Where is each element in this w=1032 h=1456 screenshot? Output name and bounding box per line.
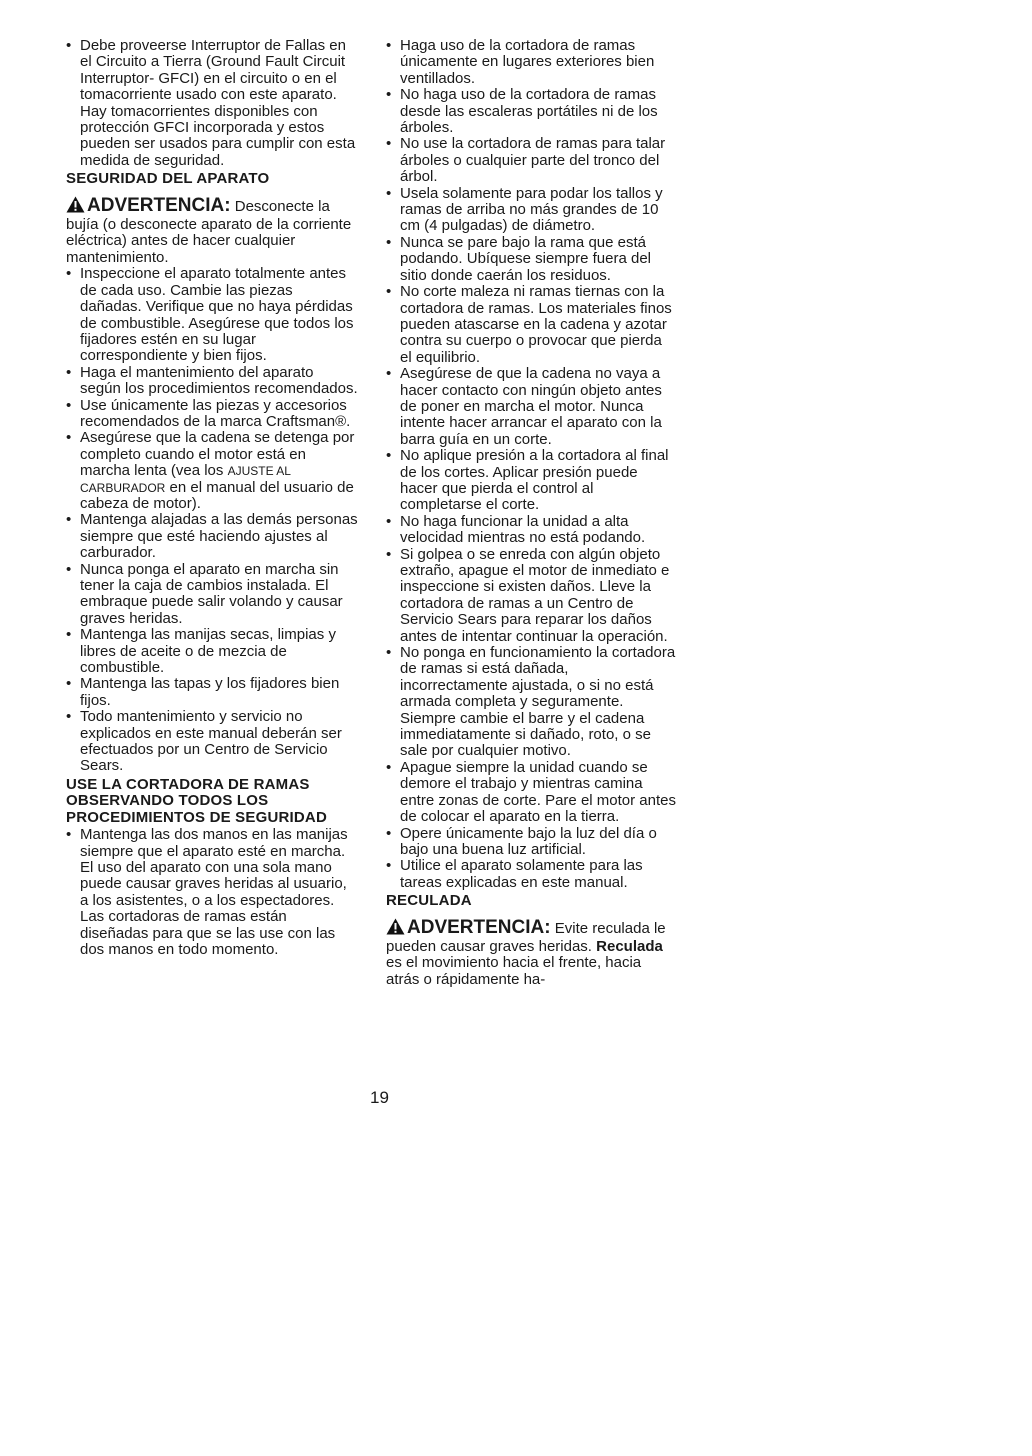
list-item: • Mantenga las manijas secas, limpias y libres de aceite o de mezcia de combustible. [66, 627, 358, 676]
reculada-term: Reculada [596, 937, 663, 955]
section-heading-cortadora: USE LA CORTADORA DE RAMAS OBSERVANDO TODOS LOS PROCEDIMIENTOS DE SEGURIDAD [66, 775, 327, 826]
warning-block [66, 196, 358, 267]
carburetor-reference: AJUSTE AL CARBURADOR [80, 464, 291, 495]
list-item: • No haga uso de la cortadora de ramas desde las escaleras portátiles ni de los árboles. [386, 87, 676, 136]
list-item: • Nunca se pare bajo la rama que está podando. Ubíquese siempre fuera del sitio donde caerán los residuos. [386, 235, 676, 284]
procedures-list [66, 827, 358, 958]
warning-label: ADVERTENCIA: [407, 916, 551, 938]
list-item: • Mantenga las dos manos en las manijas siempre que el aparato esté en marcha. El uso del aparato con una sola mano puede causar graves heridas al usuario, a los asistentes, o a los espectadores. Las cortadoras de ramas están diseñadas para que se las use con las dos manos en todo momento. [66, 827, 358, 958]
warning-text: es el movimiento hacia el frente, hacia atrás o rápidamente ha- [386, 954, 642, 988]
warning-triangle-icon [66, 196, 85, 217]
intro-list [66, 38, 358, 169]
list-item: • Usela solamente para podar los tallos y ramas de arriba no más grandes de 10 cm (4 pulgadas) de diámetro. [386, 186, 676, 235]
list-item: • Use únicamente las piezas y accesorios recomendados de la marca Craftsman®. [66, 398, 358, 431]
warning-text: Desconecte la bujía (o desconecte aparato de la corriente eléctrica) antes de hacer cualquier mantenimiento. [66, 197, 352, 266]
warning-label: ADVERTENCIA: [87, 194, 231, 216]
list-item: • Utilice el aparato solamente para las tareas explicadas en este manual. [386, 858, 676, 891]
list-item: • Haga el mantenimiento del aparato según los procedimientos recomendados. [66, 365, 358, 398]
list-item: • No aplique presión a la cortadora al final de los cortes. Aplicar presión puede hacer que pierda el control al completarse el corte. [386, 448, 676, 514]
usage-list [386, 38, 676, 891]
list-item: • Debe proveerse Interruptor de Fallas en el Circuito a Tierra (Ground Fault Circuit Interruptor- GFCI) en el circuito o en el tomacorriente usado con este aparato. Hay tomacorrientes disponibles con protección GFCI incorporada y estos pueden ser usados para cumplir con esta medida de seguridad. [66, 38, 358, 169]
warning-text: Evite reculada le pueden causar graves heridas. [386, 919, 666, 955]
list-item: • Si golpea o se enreda con algún objeto extraño, apague el motor de inmediato e inspeccione si existen daños. Lleve la cortadora de ramas a un Centro de Servicio Sears para reparar los daños antes de intentar continuar la operación. [386, 547, 676, 645]
warning-block [386, 918, 676, 989]
list-item: • No ponga en funcionamiento la cortadora de ramas si está dañada, incorrectamente ajustada, o si no está armada completa y seguramente. Siempre cambie el barre y el cadena immediatamente si dañado, roto, o se sale por cualquier motivo. [386, 645, 676, 760]
maintenance-list [66, 266, 358, 775]
list-item: • Inspeccione el aparato totalmente antes de cada uso. Cambie las piezas dañadas. Verifique que no haya pérdidas de combustible. Asegúrese que todos los fijadores estén en su lugar correspondiente y bien fijos. [66, 266, 358, 364]
list-item: • Asegúrese de que la cadena no vaya a hacer contacto con ningún objeto antes de poner en marcha el motor. Nunca intente hacer arrancar el aparato con la barra guía en un corte. [386, 366, 676, 448]
list-item: • Opere únicamente bajo la luz del día o bajo una buena luz artificial. [386, 826, 676, 859]
left-column [66, 38, 358, 958]
list-item: • Todo mantenimiento y servicio no explicados en este manual deberán ser efectuados por un Centro de Servicio Sears. [66, 709, 358, 775]
list-item: • Haga uso de la cortadora de ramas únicamente en lugares exteriores bien ventillados. [386, 38, 676, 87]
list-item: • Mantenga las tapas y los fijadores bien fijos. [66, 676, 358, 709]
list-item: • Asegúrese que la cadena se detenga por completo cuando el motor está en marcha lenta (vea los AJUSTE AL CARBURADOR en el manual del usuario de cabeza de motor). [66, 430, 358, 512]
right-column [386, 38, 676, 988]
list-item: • No corte maleza ni ramas tiernas con la cortadora de ramas. Los materiales finos pueden atascarse en la cadena y azotar contra su cuerpo o provocar que pierda el equilibrio. [386, 284, 676, 366]
list-item: • Apague siempre la unidad cuando se demore el trabajo y mientras camina entre zonas de corte. Pare el motor antes de colocar el aparato en la tierra. [386, 760, 676, 826]
section-heading-seguridad: SEGURIDAD DEL APARATO [66, 170, 270, 188]
list-item: • No use la cortadora de ramas para talar árboles o cualquier parte del tronco del árbol. [386, 136, 676, 185]
list-item: • Nunca ponga el aparato en marcha sin tener la caja de cambios instalada. El embraque puede salir volando y causar graves heridas. [66, 562, 358, 628]
list-item: • Mantenga alajadas a las demás personas siempre que esté haciendo ajustes al carburador. [66, 512, 358, 561]
list-item: • No haga funcionar la unidad a alta velocidad mientras no está podando. [386, 514, 676, 547]
warning-triangle-icon [386, 918, 405, 939]
page-number: 19 [370, 1088, 389, 1107]
section-heading-reculada: RECULADA [386, 892, 472, 910]
